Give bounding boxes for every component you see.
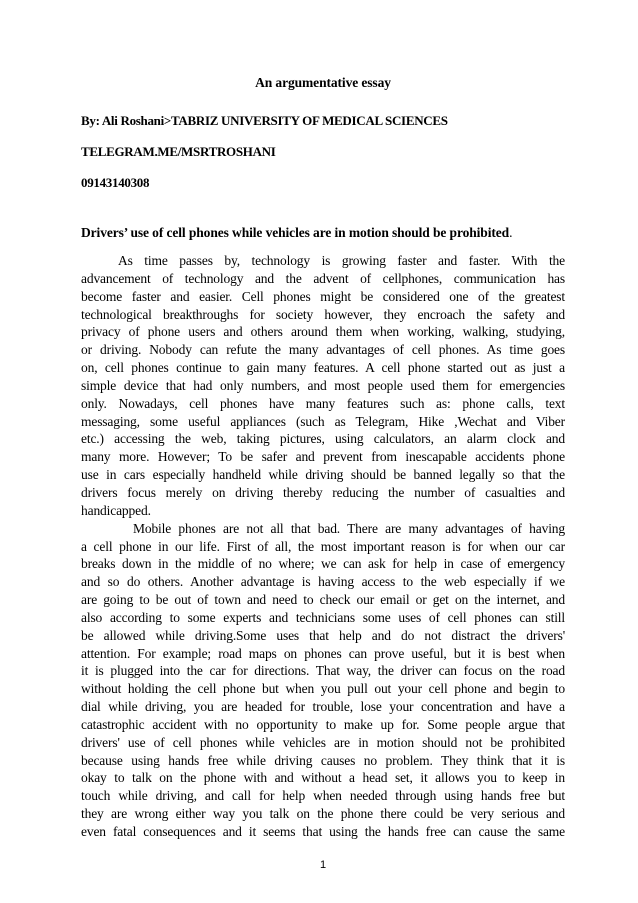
text-line: privacy of phone users and others around them when working, walking, studying, <box>81 324 565 340</box>
page-number: 1 <box>319 859 327 871</box>
phone-line: 09143140308 <box>81 175 150 190</box>
text-line: even fatal consequences and it seems that using the hands free can cause the same <box>81 824 565 839</box>
text-line: breaks down in the middle of no where; we can ask for help in case of emergency <box>81 556 565 572</box>
paragraph-1 <box>81 252 565 520</box>
text-line: they are wrong either way you talk on the phone there could be very serious and <box>81 806 565 822</box>
text-line: Mobile phones are not all that bad. There are many advantages of having <box>133 520 565 536</box>
text-line: are going to be out of town and need to check our email or get on the internet, and <box>81 592 565 608</box>
paragraph-2 <box>81 520 565 841</box>
essay-heading <box>81 225 565 241</box>
text-line: technological breakthroughs for society however, they encroach the safety and <box>81 306 565 322</box>
text-line: use in cars especially handheld while driving should be banned legally so that the <box>81 467 565 483</box>
text-line: As time passes by, technology is growing faster and faster. With the <box>118 253 565 268</box>
text-line: dial while driving, you are headed for trouble, lose your concentration and have a <box>81 699 565 715</box>
text-line: also according to some experts and technicians some uses of cell phones can still <box>81 609 565 625</box>
text-line: it is plugged into the car for directions. That way, the driver can focus on the road <box>81 663 565 679</box>
text-line: and so do others. Another advantage is having access to the web especially if we <box>81 574 565 590</box>
text-line: be allowed while driving.Some uses that help and do not distract the drivers' <box>81 627 565 643</box>
document-page <box>81 0 565 903</box>
text-line: because using hands free while driving causes no problem. They think that it is <box>81 752 565 768</box>
telegram-line: TELEGRAM.ME/MSRTROSHANI <box>81 144 276 159</box>
text-line: etc.) accessing the web, taking pictures, using calculators, an alarm clock and <box>81 431 565 447</box>
text-line: simple device that had only numbers, and most people used them for emergencies <box>81 377 565 393</box>
text-line: catastrophic accident with no opportunity to make up for. Some people argue that <box>81 716 565 732</box>
text-line: handicapped. <box>81 502 151 518</box>
heading-text: Drivers’ use of cell phones while vehicles are in motion should be prohibited <box>81 225 510 240</box>
essay-title: An argumentative essay <box>255 75 391 90</box>
text-line: drivers' use of cell phones while vehicles are in motion should not be prohibited <box>81 734 565 750</box>
text-line: a cell phone in our life. First of all, the most important reason is for when our car <box>81 538 565 554</box>
text-line: advancement of technology and the advent of cellphones, communication has <box>81 270 565 286</box>
text-line: only. Nowadays, cell phones have many features such as: phone calls, text <box>81 395 565 411</box>
text-line: attention. For example; road maps on phones can prove useful, but it is best when <box>81 645 565 661</box>
text-line: without holding the cell phone but when you pull out your cell phone and begin to <box>81 681 565 697</box>
author-line: By: Ali Roshani>TABRIZ UNIVERSITY OF MEDICAL SCIENCES <box>81 113 448 128</box>
heading-period: . <box>509 225 513 240</box>
text-line: become faster and easier. Cell phones might be considered one of the greatest <box>81 288 565 304</box>
text-line: messaging, some useful appliances (such as Telegram, Hike ,Wechat and Viber <box>81 413 565 429</box>
text-line: on, cell phones continue to gain many features. A cell phone started out as just a <box>81 360 565 376</box>
text-line: or driving. Nobody can refute the many advantages of cell phones. As time goes <box>81 342 565 358</box>
essay-body <box>81 252 565 841</box>
text-line: many more. However; To be safer and prevent from inescapable accidents phone <box>81 449 565 465</box>
text-line: touch while driving, and call for help when needed through using hands free but <box>81 788 565 804</box>
text-line: okay to talk on the phone with and without a head set, it allows you to keep in <box>81 770 565 786</box>
text-line: drivers focus merely on driving thereby reducing the number of casualties and <box>81 484 565 500</box>
